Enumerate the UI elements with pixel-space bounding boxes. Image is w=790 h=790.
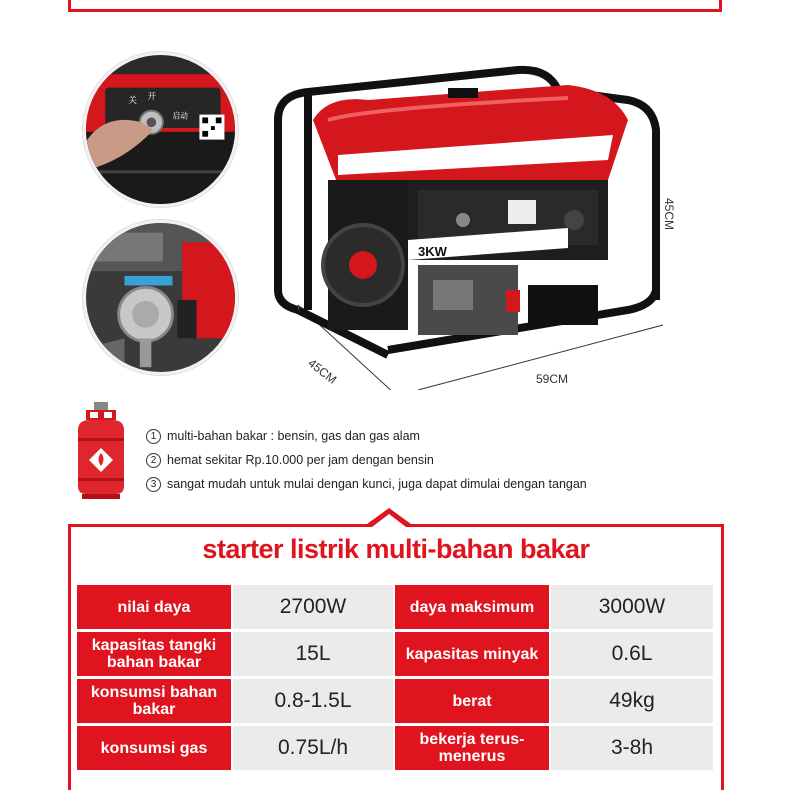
spec-value: 0.8-1.5L	[233, 679, 395, 723]
generator-badge: 3KW	[418, 244, 447, 259]
spec-value: 15L	[233, 632, 395, 676]
gas-regulator-photo	[83, 220, 238, 375]
feature-number: 1	[146, 429, 161, 444]
feature-text: sangat mudah untuk mulai dengan kunci, juga dapat dimulai dengan tangan	[167, 477, 587, 491]
spec-label: nilai daya	[77, 585, 233, 629]
spec-label: bekerja terus-menerus	[395, 726, 551, 770]
feature-item	[146, 448, 666, 472]
feature-text: hemat sekitar Rp.10.000 per jam dengan bensin	[167, 453, 434, 467]
key-label-off: 关	[128, 96, 137, 107]
generator-image	[268, 60, 668, 390]
dimension-depth-label: 45CM	[305, 356, 340, 387]
spec-value: 3-8h	[551, 726, 715, 770]
spec-value: 0.6L	[551, 632, 715, 676]
spec-label: berat	[395, 679, 551, 723]
feature-number: 3	[146, 477, 161, 492]
spec-table	[77, 585, 715, 770]
spec-notch-inner	[372, 514, 406, 527]
top-frame	[68, 0, 722, 12]
feature-number: 2	[146, 453, 161, 468]
dimension-height-label: 45CM	[662, 198, 676, 231]
spec-label: konsumsi bahan bakar	[77, 679, 233, 723]
ignition-key-photo	[83, 52, 238, 207]
dimension-width-label: 59CM	[536, 372, 569, 386]
spec-label: konsumsi gas	[77, 726, 233, 770]
key-label-on: 开	[147, 92, 157, 103]
spec-label: daya maksimum	[395, 585, 551, 629]
feature-item	[146, 472, 666, 496]
key-label-start: 启动	[172, 111, 188, 121]
spec-title: starter listrik multi-bahan bakar	[202, 534, 590, 564]
feature-item	[146, 424, 666, 448]
feature-list	[146, 424, 666, 496]
spec-value: 49kg	[551, 679, 715, 723]
spec-label: kapasitas tangki bahan bakar	[77, 632, 233, 676]
spec-label: kapasitas minyak	[395, 632, 551, 676]
spec-value: 3000W	[551, 585, 715, 629]
feature-text: multi-bahan bakar : bensin, gas dan gas alam	[167, 429, 420, 443]
spec-value: 2700W	[233, 585, 395, 629]
gas-cylinder-icon	[70, 400, 132, 500]
spec-value: 0.75L/h	[233, 726, 395, 770]
